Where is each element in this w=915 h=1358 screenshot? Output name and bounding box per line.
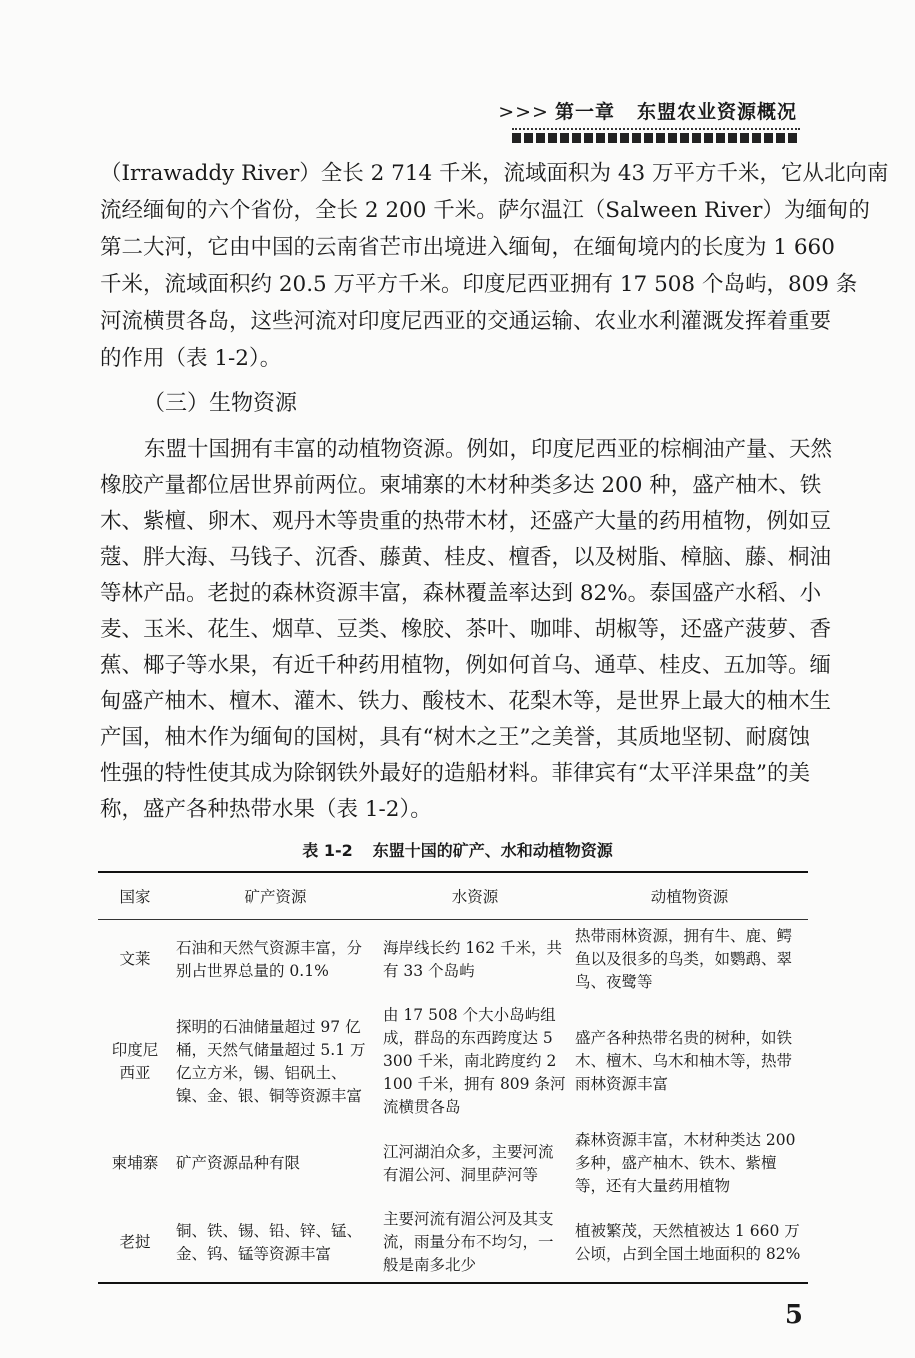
header-square-band <box>512 133 800 143</box>
chapter-number: 第一章 <box>554 101 615 123</box>
resources-table <box>98 871 808 1284</box>
text-line: 称，盛产各种热带水果（表 1-2）。 <box>100 797 432 822</box>
text-line: 千米，流域面积约 20.5 万平方千米。印度尼西亚拥有 17 508 个岛屿，809 条 <box>100 272 858 297</box>
cell: 矿产资源品种有限 <box>176 1154 301 1172</box>
text-line: （Irrawaddy River）全长 2 714 千米，流域面积为 43 万平方千米，它从北向南 <box>100 161 889 186</box>
text-line: 东盟十国拥有丰富的动植物资源。例如，印度尼西亚的棕榈油产量、天然 <box>144 437 833 462</box>
text-line: 甸盛产柚木、檀木、灌木、铁力、酸枝木、花梨木等，是世界上最大的柚木生 <box>100 689 832 714</box>
paragraph-biology <box>100 432 833 828</box>
text-line: 产国，柚木作为缅甸的国树，具有“树木之王”之美誉，其质地坚韧、耐腐蚀 <box>100 725 810 750</box>
text-line: 性强的特性使其成为除钢铁外最好的造船材料。菲律宾有“太平洋果盘”的美 <box>100 761 810 786</box>
table-header-row <box>98 872 808 920</box>
text-line: 蕉、椰子等水果，有近千种药用植物，例如何首乌、通草、桂皮、五加等。缅 <box>100 653 832 678</box>
table-caption <box>0 840 915 862</box>
text-line: 麦、玉米、花生、烟草、豆类、橡胶、茶叶、咖啡、胡椒等，还盛产菠萝、香 <box>100 617 832 642</box>
cell: 植被繁茂，天然植被达 1 660 万公顷，占到全国土地面积的 82% <box>575 1221 801 1263</box>
cell: 盛产各种热带名贵的树种，如铁木、檀木、乌木和柚木等，热带雨林资源丰富 <box>575 1029 793 1093</box>
cell-country: 老挝 <box>119 1233 151 1251</box>
col-header: 矿产资源 <box>244 888 307 906</box>
table-row <box>98 1124 808 1203</box>
paragraph-rivers <box>100 155 889 377</box>
cell: 主要河流有湄公河及其支流，雨量分布不均匀，一般是南多北少 <box>383 1210 554 1274</box>
table-row <box>98 920 808 1000</box>
chapter-title: 东盟农业资源概况 <box>636 101 797 123</box>
section-heading: （三）生物资源 <box>143 391 298 416</box>
table-label: 表 1-2 <box>302 841 353 860</box>
cell: 热带雨林资源，拥有牛、鹿、鳄鱼以及很多的鸟类，如鹦鹉、翠鸟、夜鹭等 <box>575 927 793 991</box>
cell: 江河湖泊众多，主要河流有湄公河、洞里萨河等 <box>383 1142 554 1184</box>
cell: 森林资源丰富，木材种类达 200 多种，盛产柚木、铁木、紫檀等，还有大量药用植物 <box>575 1131 796 1195</box>
col-header: 国家 <box>119 888 151 906</box>
cell: 海岸线长约 162 千米，共有 33 个岛屿 <box>383 938 562 980</box>
text-line: 第二大河，它由中国的云南省芒市出境进入缅甸，在缅甸境内的长度为 1 660 <box>100 235 835 260</box>
header-dotted-rule <box>512 128 800 130</box>
text-line: 河流横贯各岛，这些河流对印度尼西亚的交通运输、农业水利灌溉发挥着重要 <box>100 309 832 334</box>
cell: 探明的石油储量超过 97 亿桶，天然气储量超过 5.1 万亿立方米，锡、铝矾土、镍、金、银、铜等资源丰富 <box>176 1017 366 1105</box>
cell-country: 文莱 <box>119 950 151 968</box>
cell: 铜、铁、锡、铅、锌、锰、金、钨、锰等资源丰富 <box>176 1221 363 1263</box>
cell-country: 印度尼西亚 <box>111 1040 159 1082</box>
cell: 石油和天然气资源丰富，分别占世界总量的 0.1% <box>176 938 363 980</box>
text-line: 橡胶产量都位居世界前两位。柬埔寨的木材种类多达 200 种，盛产柚木、铁 <box>100 473 822 498</box>
text-line: 蔻、胖大海、马钱子、沉香、藤黄、桂皮、檀香，以及树脂、樟脑、藤、桐油 <box>100 545 832 570</box>
text-line: 的作用（表 1-2）。 <box>100 346 282 371</box>
text-line: 流经缅甸的六个省份，全长 2 200 千米。萨尔温江（Salween River）为缅甸的 <box>100 198 870 223</box>
running-header <box>498 100 797 124</box>
table-row <box>98 999 808 1124</box>
table-row <box>98 1203 808 1283</box>
text-line: 等林产品。老挝的森林资源丰富，森林覆盖率达到 82%。泰国盛产水稻、小 <box>100 581 822 606</box>
header-arrows: >>> <box>498 101 549 123</box>
cell: 由 17 508 个大小岛屿组成，群岛的东西跨度达 5 300 千米，南北跨度约 2 100 千米，拥有 809 条河流横贯各岛 <box>383 1006 566 1116</box>
col-header: 水资源 <box>451 888 499 906</box>
page-number: 5 <box>784 1300 803 1330</box>
table-title: 东盟十国的矿产、水和动植物资源 <box>372 841 613 860</box>
cell-country: 柬埔寨 <box>111 1154 159 1172</box>
col-header: 动植物资源 <box>650 888 729 906</box>
text-line: 木、紫檀、卵木、观丹木等贵重的热带木材，还盛产大量的药用植物，例如豆 <box>100 509 832 534</box>
